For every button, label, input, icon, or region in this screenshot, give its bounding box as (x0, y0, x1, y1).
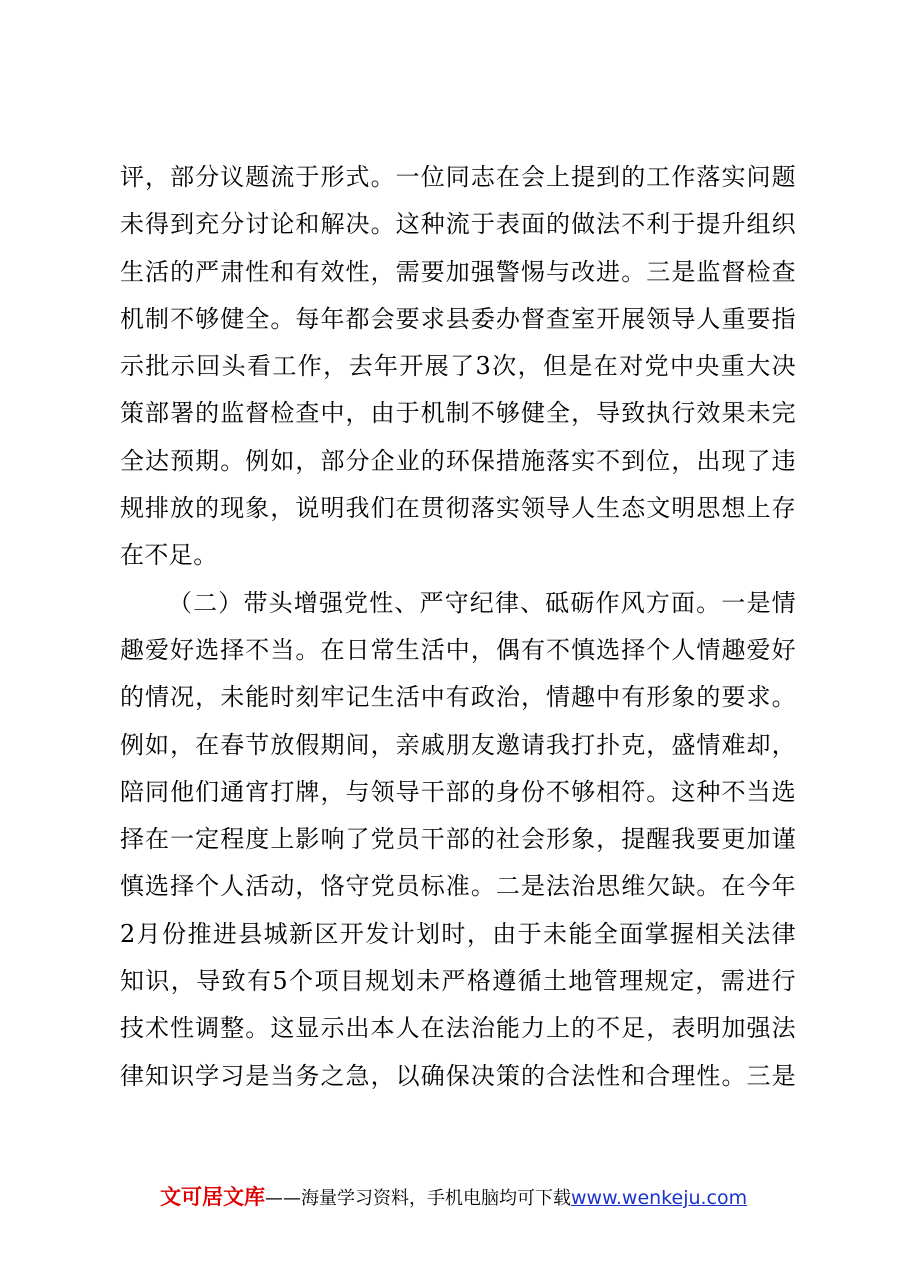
text-line: 慎选择个人活动，恪守党员标准。二是法治思维欠缺。在今年 (120, 872, 796, 901)
text-line: 在不足。 (120, 541, 218, 570)
text-line: 例如，在春节放假期间，亲戚朋友邀请我打扑克，盛情难却， (120, 730, 796, 759)
text-line: 趣爱好选择不当。在日常生活中，偶有不慎选择个人情趣爱好 (120, 635, 796, 664)
text-line: 未得到充分讨论和解决。这种流于表面的做法不利于提升组织 (120, 210, 796, 239)
text-line: 机制不够健全。每年都会要求县委办督查室开展领导人重要指 (120, 304, 796, 333)
text-line: 技术性调整。这显示出本人在法治能力上的不足，表明加强法 (120, 1014, 796, 1043)
text-line: 知识，导致有5个项目规划未严格遵循土地管理规定，需进行 (120, 967, 796, 996)
text-line: 生活的严肃性和有效性，需要加强警惕与改进。三是监督检查 (120, 257, 796, 286)
body-text (120, 154, 796, 1100)
text-line: 择在一定程度上影响了党员干部的社会形象，提醒我要更加谨 (120, 825, 796, 854)
footer-slogan: ——海量学习资料，手机电脑均可下载 (265, 1188, 571, 1209)
footer-banner (160, 1180, 800, 1214)
footer-url-link[interactable]: www.wenkeju.com (571, 1187, 748, 1209)
text-line: 规排放的现象，说明我们在贯彻落实领导人生态文明思想上存 (120, 494, 796, 523)
text-line: 示批示回头看工作，去年开展了3次，但是在对党中央重大决 (120, 352, 796, 381)
text-line: 陪同他们通宵打牌，与领导干部的身份不够相符。这种不当选 (120, 777, 796, 806)
section-heading-line: （二）带头增强党性、严守纪律、砥砺作风方面。一是情 (168, 588, 796, 617)
text-line: 全达预期。例如，部分企业的环保措施落实不到位，出现了违 (120, 446, 796, 475)
text-line: 律知识学习是当务之急，以确保决策的合法性和合理性。三是 (120, 1061, 796, 1090)
text-line: 的情况，未能时刻牢记生活中有政治，情趣中有形象的要求。 (120, 683, 796, 712)
text-line: 2月份推进县城新区开发计划时，由于未能全面掌握相关法律 (120, 919, 796, 948)
text-line: 评，部分议题流于形式。一位同志在会上提到的工作落实问题 (120, 163, 796, 191)
footer-brand: 文可居文库 (160, 1185, 265, 1209)
text-line: 策部署的监督检查中，由于机制不够健全，导致执行效果未完 (120, 399, 796, 428)
